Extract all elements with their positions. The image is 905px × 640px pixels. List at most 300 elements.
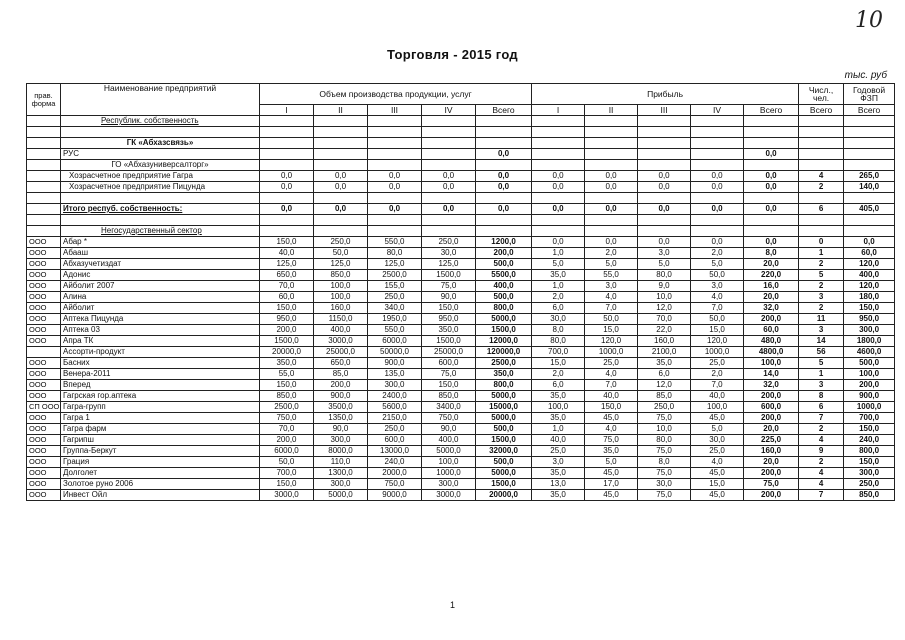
table-row xyxy=(27,182,895,193)
profit-cell: 3,0 xyxy=(585,281,638,292)
volume-cell: 150,0 xyxy=(260,237,314,248)
legal-form-cell: ООО xyxy=(27,237,61,248)
empty-cell xyxy=(638,149,691,160)
volume-cell: 125,0 xyxy=(368,259,422,270)
empty-cell xyxy=(844,193,895,204)
empty-cell xyxy=(799,226,844,237)
profit-cell: 10,0 xyxy=(638,424,691,435)
volume-cell: 6000,0 xyxy=(260,446,314,457)
empty-cell xyxy=(585,226,638,237)
volume-cell: 1950,0 xyxy=(368,314,422,325)
volume-cell: 850,0 xyxy=(260,391,314,402)
enterprise-name-cell: Абааш xyxy=(61,248,260,259)
profit-cell: 10,0 xyxy=(638,292,691,303)
empty-cell xyxy=(314,160,368,171)
empty-cell xyxy=(799,116,844,127)
empty-cell xyxy=(744,116,799,127)
empty-cell xyxy=(260,193,314,204)
fzp-cell: 60,0 xyxy=(844,248,895,259)
profit-cell: 45,0 xyxy=(585,413,638,424)
volume-cell: 150,0 xyxy=(260,380,314,391)
volume-cell: 2500,0 xyxy=(260,402,314,413)
section-title-go: ГО «Абхазуниверсалторг» xyxy=(61,160,260,171)
table-body xyxy=(27,116,895,501)
legal-form-cell: ООО xyxy=(27,435,61,446)
enterprise-name-cell: Абхазучетиздат xyxy=(61,259,260,270)
volume-cell: 5000,0 xyxy=(314,490,368,501)
volume-cell: 8000,0 xyxy=(314,446,368,457)
profit-cell: 0,0 xyxy=(744,237,799,248)
fzp-cell: 300,0 xyxy=(844,468,895,479)
table-row xyxy=(27,347,895,358)
empty-cell xyxy=(368,138,422,149)
empty-cell xyxy=(585,215,638,226)
profit-cell: 200,0 xyxy=(744,391,799,402)
profit-cell: 7,0 xyxy=(691,380,744,391)
volume-cell: 800,0 xyxy=(476,303,532,314)
table-row xyxy=(27,270,895,281)
staff-cell: 14 xyxy=(799,336,844,347)
volume-cell: 700,0 xyxy=(260,468,314,479)
volume-cell: 75,0 xyxy=(422,281,476,292)
profit-cell: 22,0 xyxy=(638,325,691,336)
table-row xyxy=(27,292,895,303)
volume-cell: 600,0 xyxy=(422,358,476,369)
profit-cell: 35,0 xyxy=(532,391,585,402)
profit-cell: 3,0 xyxy=(532,457,585,468)
staff-cell: 7 xyxy=(799,490,844,501)
profit-cell: 30,0 xyxy=(638,479,691,490)
staff-cell: 2 xyxy=(799,281,844,292)
profit-cell: 4800,0 xyxy=(744,347,799,358)
empty-cell xyxy=(368,116,422,127)
empty-cell xyxy=(691,116,744,127)
blank-row xyxy=(27,215,895,226)
total-row-republic xyxy=(27,204,895,215)
volume-cell: 70,0 xyxy=(260,281,314,292)
profit-cell: 85,0 xyxy=(638,391,691,402)
volume-cell: 950,0 xyxy=(260,314,314,325)
profit-cell: 220,0 xyxy=(744,270,799,281)
fzp-cell: 180,0 xyxy=(844,292,895,303)
enterprise-name-cell: Гагра фарм xyxy=(61,424,260,435)
volume-cell: 90,0 xyxy=(314,424,368,435)
volume-cell: 400,0 xyxy=(476,281,532,292)
volume-cell: 50,0 xyxy=(314,248,368,259)
volume-cell: 300,0 xyxy=(314,435,368,446)
volume-cell: 300,0 xyxy=(422,479,476,490)
empty-cell xyxy=(691,226,744,237)
empty-cell xyxy=(532,138,585,149)
profit-cell: 1,0 xyxy=(532,248,585,259)
empty-cell xyxy=(314,226,368,237)
profit-cell: 35,0 xyxy=(585,446,638,457)
empty-cell xyxy=(799,127,844,138)
empty-cell xyxy=(744,226,799,237)
profit-cell: 3,0 xyxy=(691,281,744,292)
volume-cell: 150,0 xyxy=(422,303,476,314)
empty-cell xyxy=(844,226,895,237)
enterprise-name-cell: Аптека Пицунда xyxy=(61,314,260,325)
volume-cell: 20000,0 xyxy=(476,490,532,501)
table-row xyxy=(27,457,895,468)
table-row xyxy=(27,149,895,160)
header-profit-q3: III xyxy=(638,105,691,116)
enterprise-name-cell: Айболит 2007 xyxy=(61,281,260,292)
fzp-cell: 1800,0 xyxy=(844,336,895,347)
volume-cell: 650,0 xyxy=(260,270,314,281)
volume-cell: 100,0 xyxy=(422,457,476,468)
volume-cell: 2500,0 xyxy=(368,270,422,281)
document-title: Торговля - 2015 год xyxy=(387,47,518,62)
volume-cell: 0,0 xyxy=(476,171,532,182)
header-profit-q4: IV xyxy=(691,105,744,116)
profit-cell: 4,0 xyxy=(691,292,744,303)
volume-total-cell: 0,0 xyxy=(422,204,476,215)
volume-cell: 0,0 xyxy=(368,182,422,193)
profit-cell: 45,0 xyxy=(585,468,638,479)
volume-cell: 13000,0 xyxy=(368,446,422,457)
profit-cell: 2100,0 xyxy=(638,347,691,358)
legal-form-cell: ООО xyxy=(27,259,61,270)
empty-cell xyxy=(314,193,368,204)
empty-cell xyxy=(691,215,744,226)
legal-form-cell: ООО xyxy=(27,314,61,325)
empty-cell xyxy=(638,226,691,237)
header-staff-total: Всего xyxy=(799,105,844,116)
section-title-private: Негосударственный сектор xyxy=(61,226,260,237)
empty-cell xyxy=(691,138,744,149)
legal-form-cell: ООО xyxy=(27,325,61,336)
profit-cell: 45,0 xyxy=(585,490,638,501)
legal-form-cell: СП ООО xyxy=(27,402,61,413)
volume-cell: 9000,0 xyxy=(368,490,422,501)
staff-cell: 11 xyxy=(799,314,844,325)
fzp-cell: 120,0 xyxy=(844,281,895,292)
empty-cell xyxy=(27,204,61,215)
profit-cell: 5,0 xyxy=(638,259,691,270)
volume-cell: 900,0 xyxy=(368,358,422,369)
empty-cell xyxy=(691,127,744,138)
fzp-cell: 120,0 xyxy=(844,259,895,270)
profit-cell: 120,0 xyxy=(585,336,638,347)
legal-form-cell: ООО xyxy=(27,369,61,380)
fzp-cell: 800,0 xyxy=(844,446,895,457)
empty-cell xyxy=(476,127,532,138)
blank-row xyxy=(27,127,895,138)
legal-form-cell: ООО xyxy=(27,270,61,281)
volume-cell: 500,0 xyxy=(476,292,532,303)
volume-cell: 0,0 xyxy=(368,171,422,182)
empty-cell xyxy=(368,215,422,226)
enterprise-name-cell: Грация xyxy=(61,457,260,468)
profit-cell: 120,0 xyxy=(691,336,744,347)
profit-cell: 2,0 xyxy=(691,369,744,380)
volume-cell: 2400,0 xyxy=(368,391,422,402)
profit-cell: 0,0 xyxy=(532,182,585,193)
empty-cell xyxy=(691,160,744,171)
fzp-total-cell: 405,0 xyxy=(844,204,895,215)
volume-cell: 150,0 xyxy=(260,479,314,490)
fzp-cell: 850,0 xyxy=(844,490,895,501)
fzp-cell: 140,0 xyxy=(844,182,895,193)
volume-cell: 155,0 xyxy=(368,281,422,292)
volume-cell: 110,0 xyxy=(314,457,368,468)
empty-cell xyxy=(314,116,368,127)
volume-cell: 1350,0 xyxy=(314,413,368,424)
table-row xyxy=(27,490,895,501)
empty-cell xyxy=(260,226,314,237)
enterprise-name-cell: Хозрасчетное предприятие Гагра xyxy=(61,171,260,182)
volume-cell: 340,0 xyxy=(368,303,422,314)
empty-cell xyxy=(260,116,314,127)
empty-cell xyxy=(61,215,260,226)
profit-cell: 200,0 xyxy=(744,490,799,501)
volume-cell: 40,0 xyxy=(260,248,314,259)
profit-cell: 75,0 xyxy=(638,413,691,424)
table-row xyxy=(27,369,895,380)
profit-cell: 160,0 xyxy=(744,446,799,457)
table-row xyxy=(27,358,895,369)
volume-cell: 160,0 xyxy=(314,303,368,314)
enterprise-name-cell: Гагрипш xyxy=(61,435,260,446)
volume-cell: 55,0 xyxy=(260,369,314,380)
profit-cell: 600,0 xyxy=(744,402,799,413)
profit-cell: 3,0 xyxy=(638,248,691,259)
enterprise-name-cell: Адонис xyxy=(61,270,260,281)
empty-cell xyxy=(61,127,260,138)
empty-cell xyxy=(260,149,314,160)
profit-cell: 7,0 xyxy=(585,303,638,314)
empty-cell xyxy=(476,226,532,237)
profit-total-cell: 0,0 xyxy=(638,204,691,215)
section-row-republic xyxy=(27,116,895,127)
profit-cell: 12,0 xyxy=(638,380,691,391)
empty-cell xyxy=(368,149,422,160)
volume-cell: 1150,0 xyxy=(314,314,368,325)
fzp-cell: 1000,0 xyxy=(844,402,895,413)
legal-form-cell xyxy=(27,347,61,358)
profit-cell: 75,0 xyxy=(638,490,691,501)
table-row xyxy=(27,402,895,413)
profit-cell: 0,0 xyxy=(744,149,799,160)
empty-cell xyxy=(422,215,476,226)
profit-cell: 35,0 xyxy=(532,270,585,281)
empty-cell xyxy=(260,215,314,226)
section-row-gk xyxy=(27,138,895,149)
volume-cell: 300,0 xyxy=(368,380,422,391)
volume-cell: 350,0 xyxy=(476,369,532,380)
profit-cell: 13,0 xyxy=(532,479,585,490)
empty-cell xyxy=(27,215,61,226)
empty-cell xyxy=(422,193,476,204)
fzp-cell: 100,0 xyxy=(844,369,895,380)
volume-cell: 5000,0 xyxy=(476,468,532,479)
profit-cell: 15,0 xyxy=(532,358,585,369)
staff-cell: 2 xyxy=(799,259,844,270)
profit-cell: 200,0 xyxy=(744,468,799,479)
empty-cell xyxy=(532,116,585,127)
volume-cell: 200,0 xyxy=(260,435,314,446)
profit-cell: 70,0 xyxy=(638,314,691,325)
volume-cell: 3000,0 xyxy=(260,490,314,501)
empty-cell xyxy=(585,160,638,171)
volume-cell: 400,0 xyxy=(422,435,476,446)
profit-cell: 1,0 xyxy=(532,424,585,435)
empty-cell xyxy=(476,138,532,149)
volume-cell: 200,0 xyxy=(314,380,368,391)
table-row xyxy=(27,325,895,336)
enterprise-name-cell: Басних xyxy=(61,358,260,369)
staff-cell: 2 xyxy=(799,457,844,468)
volume-cell: 950,0 xyxy=(422,314,476,325)
volume-cell: 90,0 xyxy=(422,292,476,303)
volume-cell: 1200,0 xyxy=(476,237,532,248)
volume-cell: 1500,0 xyxy=(422,270,476,281)
enterprise-name-cell: Вперед xyxy=(61,380,260,391)
volume-total-cell: 0,0 xyxy=(368,204,422,215)
empty-cell xyxy=(27,116,61,127)
volume-cell: 150,0 xyxy=(422,380,476,391)
profit-cell: 0,0 xyxy=(585,171,638,182)
profit-cell: 0,0 xyxy=(744,182,799,193)
volume-cell: 0,0 xyxy=(260,182,314,193)
header-staff: Числ., чел. xyxy=(799,84,844,105)
header-form: прав. форма xyxy=(27,84,61,116)
profit-cell: 200,0 xyxy=(744,314,799,325)
volume-cell: 25000,0 xyxy=(422,347,476,358)
profit-cell: 5,0 xyxy=(532,259,585,270)
staff-cell: 2 xyxy=(799,182,844,193)
enterprise-name-cell: Хозрасчетное предприятие Пицунда xyxy=(61,182,260,193)
profit-cell: 32,0 xyxy=(744,303,799,314)
empty-cell xyxy=(314,215,368,226)
profit-cell: 100,0 xyxy=(744,358,799,369)
profit-cell: 100,0 xyxy=(691,402,744,413)
legal-form-cell: ООО xyxy=(27,380,61,391)
empty-cell xyxy=(260,138,314,149)
section-row-go xyxy=(27,160,895,171)
profit-cell: 6,0 xyxy=(638,369,691,380)
empty-cell xyxy=(368,160,422,171)
legal-form-cell xyxy=(27,171,61,182)
profit-cell: 75,0 xyxy=(585,435,638,446)
volume-cell: 90,0 xyxy=(422,424,476,435)
fzp-cell: 250,0 xyxy=(844,479,895,490)
empty-cell xyxy=(61,193,260,204)
staff-cell: 2 xyxy=(799,303,844,314)
profit-cell: 12,0 xyxy=(638,303,691,314)
profit-cell: 20,0 xyxy=(744,292,799,303)
empty-cell xyxy=(532,149,585,160)
volume-cell: 5600,0 xyxy=(368,402,422,413)
profit-cell: 45,0 xyxy=(691,468,744,479)
empty-cell xyxy=(368,193,422,204)
profit-total-cell: 0,0 xyxy=(532,204,585,215)
empty-cell xyxy=(422,138,476,149)
volume-cell: 25000,0 xyxy=(314,347,368,358)
profit-cell: 5,0 xyxy=(691,259,744,270)
header-profit: Прибыль xyxy=(532,84,799,105)
volume-cell: 550,0 xyxy=(368,325,422,336)
volume-cell: 0,0 xyxy=(260,171,314,182)
legal-form-cell: ООО xyxy=(27,248,61,259)
empty-cell xyxy=(260,160,314,171)
volume-cell: 850,0 xyxy=(314,270,368,281)
empty-cell xyxy=(744,127,799,138)
legal-form-cell: ООО xyxy=(27,468,61,479)
section-title-gk: ГК «Абхазсвязь» xyxy=(61,138,260,149)
enterprise-name-cell: Аптека 03 xyxy=(61,325,260,336)
volume-cell: 3500,0 xyxy=(314,402,368,413)
table-header xyxy=(27,84,895,116)
enterprise-name-cell: Абар * xyxy=(61,237,260,248)
fzp-cell: 265,0 xyxy=(844,171,895,182)
volume-cell: 0,0 xyxy=(314,182,368,193)
empty-cell xyxy=(844,116,895,127)
profit-cell: 60,0 xyxy=(744,325,799,336)
volume-cell: 2500,0 xyxy=(476,358,532,369)
staff-total-cell: 6 xyxy=(799,204,844,215)
volume-cell: 650,0 xyxy=(314,358,368,369)
profit-cell: 14,0 xyxy=(744,369,799,380)
profit-cell: 45,0 xyxy=(691,490,744,501)
header-fzp-total: Всего xyxy=(844,105,895,116)
empty-cell xyxy=(422,160,476,171)
fzp-cell: 950,0 xyxy=(844,314,895,325)
profit-cell: 225,0 xyxy=(744,435,799,446)
profit-cell: 700,0 xyxy=(532,347,585,358)
volume-cell: 1000,0 xyxy=(422,468,476,479)
empty-cell xyxy=(844,160,895,171)
empty-cell xyxy=(799,160,844,171)
profit-cell: 0,0 xyxy=(744,171,799,182)
profit-cell: 8,0 xyxy=(744,248,799,259)
volume-cell: 5500,0 xyxy=(476,270,532,281)
profit-cell: 5,0 xyxy=(585,457,638,468)
empty-cell xyxy=(27,138,61,149)
volume-cell: 150,0 xyxy=(260,303,314,314)
empty-cell xyxy=(585,138,638,149)
volume-cell: 125,0 xyxy=(260,259,314,270)
table-row xyxy=(27,446,895,457)
profit-cell: 55,0 xyxy=(585,270,638,281)
volume-cell: 550,0 xyxy=(368,237,422,248)
profit-cell: 2,0 xyxy=(691,248,744,259)
table-row xyxy=(27,380,895,391)
volume-cell: 0,0 xyxy=(422,182,476,193)
staff-cell: 3 xyxy=(799,380,844,391)
empty-cell xyxy=(744,215,799,226)
profit-cell: 7,0 xyxy=(691,303,744,314)
volume-cell: 600,0 xyxy=(368,435,422,446)
volume-cell: 3000,0 xyxy=(422,490,476,501)
table-row xyxy=(27,171,895,182)
table-row xyxy=(27,248,895,259)
staff-cell: 0 xyxy=(799,237,844,248)
volume-cell: 1500,0 xyxy=(260,336,314,347)
profit-cell: 50,0 xyxy=(691,270,744,281)
fzp-cell: 400,0 xyxy=(844,270,895,281)
fzp-cell: 200,0 xyxy=(844,380,895,391)
empty-cell xyxy=(422,127,476,138)
profit-cell: 0,0 xyxy=(585,237,638,248)
profit-cell: 80,0 xyxy=(638,270,691,281)
profit-cell: 25,0 xyxy=(532,446,585,457)
volume-cell: 3000,0 xyxy=(314,336,368,347)
volume-cell: 120000,0 xyxy=(476,347,532,358)
empty-cell xyxy=(532,226,585,237)
